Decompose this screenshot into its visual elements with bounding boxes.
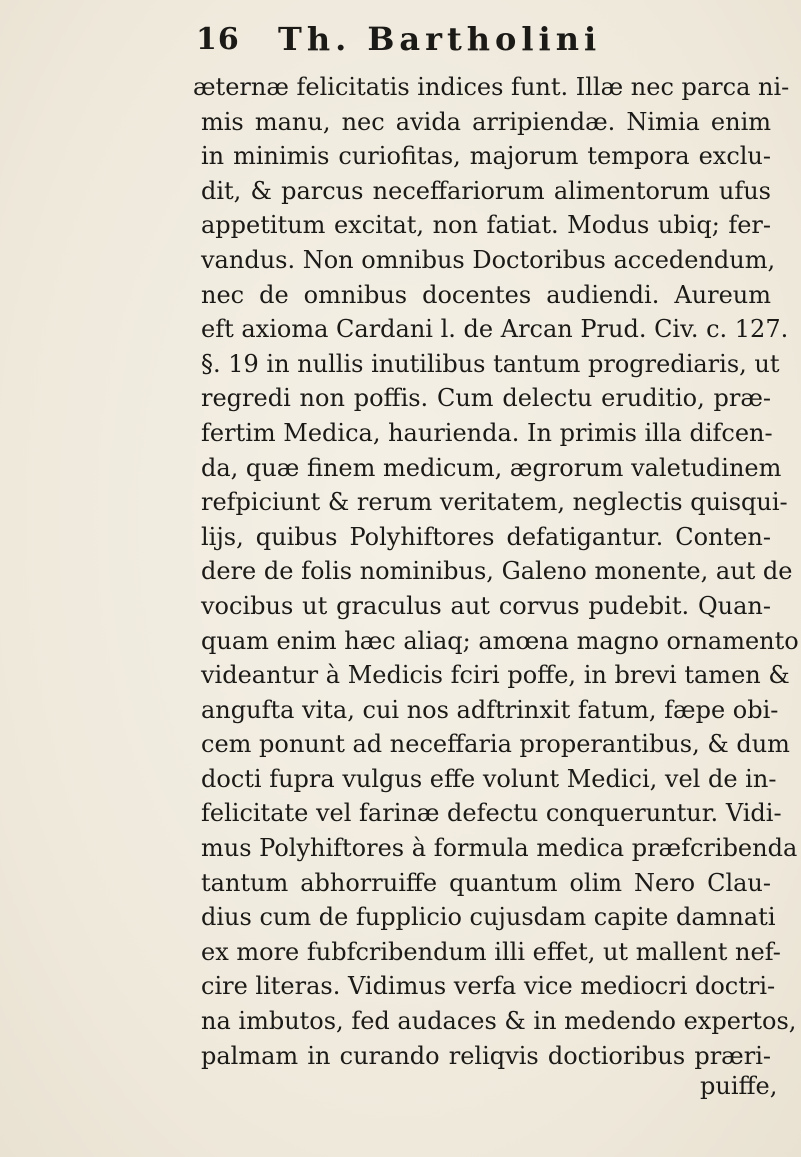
text-line: na imbutos, fed audaces & in medendo expertos, [201, 1007, 797, 1036]
text-line: cem ponunt ad neceffaria properantibus, & dum [201, 730, 790, 759]
text-line: videantur à Medicis fciri poffe, in brevi tamen & [201, 661, 790, 690]
text-line: nec de omnibus docentes audiendi. Aureum [201, 280, 771, 309]
text-line: vocibus ut graculus aut corvus pudebit. Quan- [201, 591, 771, 620]
running-head: Th. Bartholini [278, 20, 602, 58]
text-line: felicitate vel farinæ defectu conqueruntur. Vidi- [201, 799, 782, 828]
text-line: da, quæ finem medicum, ægrorum valetudinem [201, 453, 782, 482]
text-line: dit, & parcus neceffariorum alimentorum ufus [201, 176, 771, 205]
text-line: æternæ felicitatis indices funt. Illæ nec parca ni- [193, 73, 790, 101]
text-line: dius cum de fupplicio cujusdam capite damnati [201, 903, 776, 932]
page-number: 16 [196, 22, 240, 57]
text-line: fertim Medica, haurienda. In primis illa difcen- [201, 418, 773, 447]
text-line: §. 19 in nullis inutilibus tantum progrediaris, ut [201, 349, 780, 378]
text-line: cire literas. Vidimus verfa vice mediocri doctri- [201, 972, 776, 1001]
text-line: mus Polyhiftores à formula medica præfcribenda [201, 834, 798, 863]
body-text [193, 70, 799, 1073]
text-line: eft axioma Cardani l. de Arcan Prud. Civ. c. 127. [201, 315, 789, 344]
catchword: puiffe, [700, 1072, 778, 1100]
text-line: ex more fubfcribendum illi effet, ut mallent nef- [201, 937, 781, 966]
text-line: vandus. Non omnibus Doctoribus accedendum, [201, 245, 776, 274]
text-line: tantum abhorruiffe quantum olim Nero Clau- [201, 868, 771, 897]
text-line: lijs, quibus Polyhiftores defatigantur. Conten- [201, 522, 771, 551]
text-line: angufta vita, cui nos adftrinxit fatum, fæpe obi- [201, 695, 779, 724]
text-line: palmam in curando reliqvis doctioribus præri- [201, 1041, 771, 1070]
text-line: regredi non poffis. Cum delectu eruditio, præ- [201, 384, 771, 413]
text-line: mis manu, nec avida arripiendæ. Nimia enim [201, 107, 771, 136]
text-line: docti fupra vulgus effe volunt Medici, vel de in- [201, 764, 777, 793]
page-header [196, 18, 756, 62]
text-line: appetitum excitat, non fatiat. Modus ubiq; fer- [201, 211, 771, 240]
text-line: dere de folis nominibus, Galeno monente, aut de [201, 557, 793, 586]
text-line: quam enim hæc aliaq; amœna magno ornamento [201, 626, 799, 655]
text-line: in minimis curiofitas, majorum tempora exclu- [201, 142, 771, 171]
text-line: refpiciunt & rerum veritatem, neglectis quisqui- [201, 488, 788, 517]
